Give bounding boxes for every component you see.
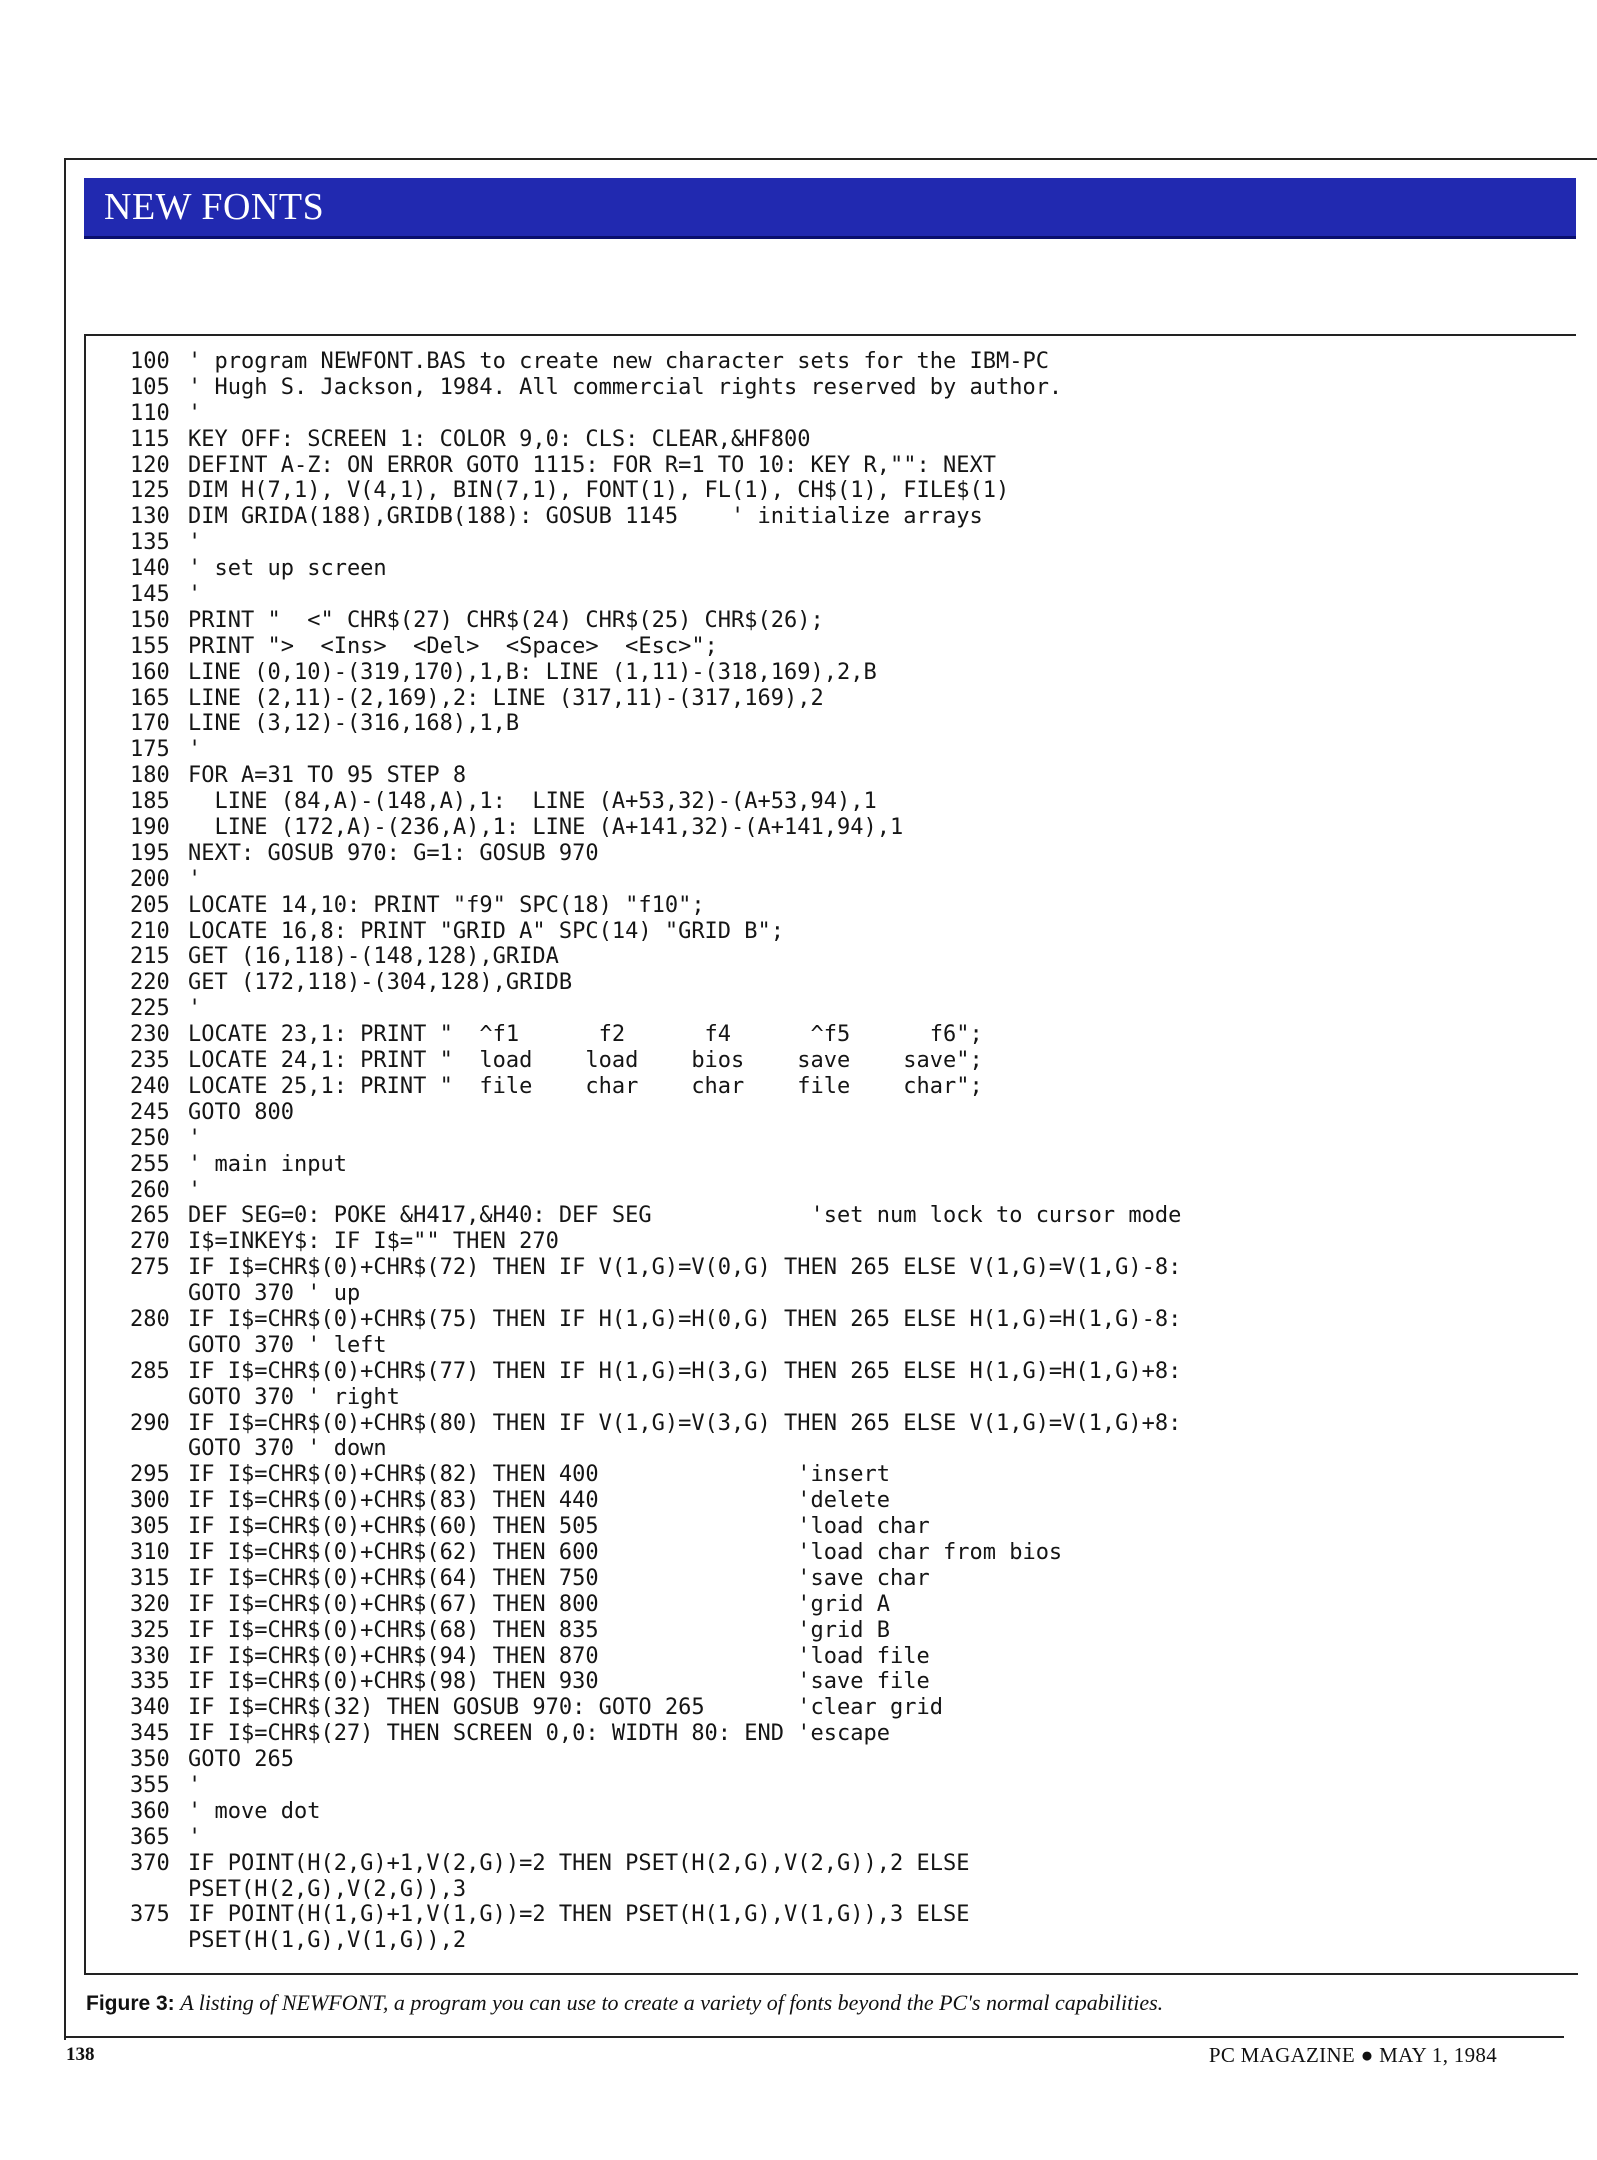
line-code: LINE (2,11)-(2,169),2: LINE (317,11)-(317,169),2 [188, 685, 824, 711]
section-title: NEW FONTS [104, 186, 325, 228]
code-line [130, 1229, 1570, 1255]
code-line [130, 867, 1570, 893]
line-number: 370 [130, 1850, 170, 1876]
page-number: 138 [66, 2044, 95, 2065]
line-number [130, 1436, 188, 1462]
code-line [130, 478, 1570, 504]
code-line [130, 944, 1570, 970]
code-line [130, 401, 1570, 427]
line-number: 185 [130, 789, 170, 815]
code-line [130, 1281, 1570, 1307]
line-number: 130 [130, 504, 170, 530]
code-line [130, 1566, 1570, 1592]
line-code: KEY OFF: SCREEN 1: COLOR 9,0: CLS: CLEAR,&HF800 [188, 426, 811, 452]
line-number: 160 [130, 659, 170, 685]
code-listing [130, 349, 1570, 1954]
code-line [130, 1721, 1570, 1747]
line-number [130, 1385, 188, 1411]
line-code: IF I$=CHR$(0)+CHR$(68) THEN 835 'grid B [188, 1617, 890, 1643]
line-number: 295 [130, 1462, 170, 1488]
code-line [130, 1255, 1570, 1281]
line-code: LOCATE 25,1: PRINT " file char char file char"; [188, 1073, 983, 1099]
line-code: I$=INKEY$: IF I$="" THEN 270 [188, 1229, 559, 1255]
line-number: 330 [130, 1643, 170, 1669]
line-code: IF I$=CHR$(0)+CHR$(75) THEN IF H(1,G)=H(0,G) THEN 265 ELSE H(1,G)=H(1,G)-8: [188, 1306, 1182, 1332]
line-number: 365 [130, 1824, 170, 1850]
code-line [130, 1307, 1570, 1333]
code-line [130, 556, 1570, 582]
line-code: DEF SEG=0: POKE &H417,&H40: DEF SEG 'set num lock to cursor mode [188, 1203, 1182, 1229]
line-number [130, 1877, 188, 1903]
line-number: 340 [130, 1695, 170, 1721]
line-code: ' [188, 582, 202, 608]
line-number: 205 [130, 892, 170, 918]
line-number: 310 [130, 1539, 170, 1565]
line-number: 190 [130, 815, 170, 841]
figure-caption [86, 1990, 1566, 2017]
code-line [130, 815, 1570, 841]
line-number: 215 [130, 944, 170, 970]
line-number: 225 [130, 996, 170, 1022]
line-number: 150 [130, 607, 170, 633]
line-number: 235 [130, 1048, 170, 1074]
code-line [130, 1825, 1570, 1851]
line-code: FOR A=31 TO 95 STEP 8 [188, 763, 467, 789]
line-code: IF I$=CHR$(0)+CHR$(67) THEN 800 'grid A [188, 1591, 890, 1617]
line-number: 155 [130, 633, 170, 659]
line-code: GOTO 370 ' right [188, 1384, 400, 1410]
line-code: GOTO 370 ' left [188, 1332, 387, 1358]
code-line [130, 1695, 1570, 1721]
code-line [130, 893, 1570, 919]
code-line [130, 1592, 1570, 1618]
code-line [130, 530, 1570, 556]
line-number: 355 [130, 1772, 170, 1798]
line-code: IF I$=CHR$(0)+CHR$(94) THEN 870 'load file [188, 1643, 930, 1669]
code-line [130, 1618, 1570, 1644]
line-code: GOTO 265 [188, 1747, 294, 1773]
line-code: PSET(H(2,G),V(2,G)),3 [188, 1876, 467, 1902]
code-line [130, 1514, 1570, 1540]
line-number: 200 [130, 866, 170, 892]
code-line [130, 737, 1570, 763]
line-number: 135 [130, 530, 170, 556]
code-line [130, 1203, 1570, 1229]
line-number: 275 [130, 1255, 170, 1281]
line-number: 375 [130, 1902, 170, 1928]
code-line [130, 1178, 1570, 1204]
line-number: 140 [130, 556, 170, 582]
code-line [130, 582, 1570, 608]
line-number: 320 [130, 1591, 170, 1617]
line-code: ' [188, 866, 202, 892]
line-number: 350 [130, 1747, 170, 1773]
code-line [130, 504, 1570, 530]
line-code: ' [188, 530, 202, 556]
line-code: IF I$=CHR$(0)+CHR$(98) THEN 930 'save file [188, 1669, 930, 1695]
code-line [130, 1152, 1570, 1178]
line-number: 115 [130, 426, 170, 452]
code-line [130, 1902, 1570, 1928]
line-number: 335 [130, 1669, 170, 1695]
line-number: 195 [130, 840, 170, 866]
line-code: ' set up screen [188, 556, 387, 582]
code-line [130, 1359, 1570, 1385]
line-number: 165 [130, 685, 170, 711]
caption-label: Figure 3: [86, 1992, 175, 2015]
code-line [130, 1411, 1570, 1437]
line-number: 105 [130, 374, 170, 400]
code-line [130, 1669, 1570, 1695]
line-code: LINE (172,A)-(236,A),1: LINE (A+141,32)-(A+141,94),1 [188, 815, 904, 841]
code-line [130, 1877, 1570, 1903]
line-number: 100 [130, 349, 170, 374]
caption-text: A listing of NEWFONT, a program you can use to create a variety of fonts beyond the PC's normal capabilities. [180, 1990, 1164, 2015]
line-code: IF I$=CHR$(0)+CHR$(77) THEN IF H(1,G)=H(3,G) THEN 265 ELSE H(1,G)=H(1,G)+8: [188, 1358, 1182, 1384]
line-number: 220 [130, 970, 170, 996]
code-line [130, 1747, 1570, 1773]
code-line [130, 1333, 1570, 1359]
line-number: 240 [130, 1073, 170, 1099]
line-code: ' [188, 1177, 202, 1203]
line-code: ' program NEWFONT.BAS to create new character sets for the IBM-PC [188, 349, 1049, 374]
line-code: ' [188, 1125, 202, 1151]
line-code: GET (16,118)-(148,128),GRIDA [188, 944, 559, 970]
code-line [130, 1436, 1570, 1462]
line-number [130, 1281, 188, 1307]
code-line [130, 1540, 1570, 1566]
line-code: PSET(H(1,G),V(1,G)),2 [188, 1928, 467, 1954]
line-code: IF I$=CHR$(0)+CHR$(72) THEN IF V(1,G)=V(0,G) THEN 265 ELSE V(1,G)=V(1,G)-8: [188, 1255, 1182, 1281]
code-line [130, 1928, 1570, 1954]
line-number: 245 [130, 1099, 170, 1125]
code-line [130, 1488, 1570, 1514]
line-number [130, 1928, 188, 1954]
line-number: 305 [130, 1514, 170, 1540]
line-code: ' [188, 1824, 202, 1850]
line-number: 255 [130, 1151, 170, 1177]
line-number: 280 [130, 1306, 170, 1332]
line-number [130, 1333, 188, 1359]
line-code: GOTO 370 ' down [188, 1436, 387, 1462]
line-code: ' [188, 1772, 202, 1798]
line-code: DEFINT A-Z: ON ERROR GOTO 1115: FOR R=1 TO 10: KEY R,"": NEXT [188, 452, 996, 478]
code-line [130, 919, 1570, 945]
code-line [130, 711, 1570, 737]
line-number: 325 [130, 1617, 170, 1643]
line-code: LINE (84,A)-(148,A),1: LINE (A+53,32)-(A+53,94),1 [188, 789, 877, 815]
line-code: ' [188, 737, 202, 763]
code-line [130, 1126, 1570, 1152]
code-line [130, 634, 1570, 660]
line-code: NEXT: GOSUB 970: G=1: GOSUB 970 [188, 840, 599, 866]
code-line [130, 789, 1570, 815]
line-number: 145 [130, 582, 170, 608]
line-code: LINE (3,12)-(316,168),1,B [188, 711, 520, 737]
code-line [130, 1022, 1570, 1048]
code-line [130, 1799, 1570, 1825]
line-number: 180 [130, 763, 170, 789]
line-code: ' [188, 400, 202, 426]
code-line [130, 1644, 1570, 1670]
code-line [130, 453, 1570, 479]
line-code: IF I$=CHR$(0)+CHR$(62) THEN 600 'load char from bios [188, 1539, 1063, 1565]
line-code: DIM GRIDA(188),GRIDB(188): GOSUB 1145 ' initialize arrays [188, 504, 983, 530]
line-number: 360 [130, 1798, 170, 1824]
line-number: 110 [130, 400, 170, 426]
code-line [130, 660, 1570, 686]
line-code: IF I$=CHR$(0)+CHR$(82) THEN 400 'insert [188, 1462, 890, 1488]
code-line [130, 1385, 1570, 1411]
line-code: ' Hugh S. Jackson, 1984. All commercial rights reserved by author. [188, 374, 1063, 400]
line-code: ' main input [188, 1151, 347, 1177]
line-code: LINE (0,10)-(319,170),1,B: LINE (1,11)-(318,169),2,B [188, 659, 877, 685]
line-code: GET (172,118)-(304,128),GRIDB [188, 970, 573, 996]
line-code: IF I$=CHR$(32) THEN GOSUB 970: GOTO 265 'clear grid [188, 1695, 943, 1721]
line-number: 125 [130, 478, 170, 504]
line-number: 300 [130, 1488, 170, 1514]
code-line [130, 1773, 1570, 1799]
line-number: 120 [130, 452, 170, 478]
line-number: 270 [130, 1229, 170, 1255]
line-code: DIM H(7,1), V(4,1), BIN(7,1), FONT(1), FL(1), CH$(1), FILE$(1) [188, 478, 1010, 504]
code-line [130, 1048, 1570, 1074]
line-code: LOCATE 23,1: PRINT " ^f1 f2 f4 ^f5 f6"; [188, 1022, 983, 1048]
line-number: 260 [130, 1177, 170, 1203]
code-line [130, 1462, 1570, 1488]
line-code: IF POINT(H(1,G)+1,V(1,G))=2 THEN PSET(H(1,G),V(1,G)),3 ELSE [188, 1902, 970, 1928]
line-number: 315 [130, 1565, 170, 1591]
line-code: PRINT "> <Ins> <Del> <Space> <Esc>"; [188, 633, 718, 659]
code-line [130, 375, 1570, 401]
line-number: 250 [130, 1125, 170, 1151]
line-number: 175 [130, 737, 170, 763]
line-code: ' move dot [188, 1798, 321, 1824]
line-code: IF I$=CHR$(0)+CHR$(83) THEN 440 'delete [188, 1488, 890, 1514]
code-line [130, 427, 1570, 453]
line-number: 210 [130, 918, 170, 944]
line-code: GOTO 800 [188, 1099, 294, 1125]
code-line [130, 1851, 1570, 1877]
code-line [130, 686, 1570, 712]
line-code: IF I$=CHR$(27) THEN SCREEN 0,0: WIDTH 80: END 'escape [188, 1721, 890, 1747]
line-code: LOCATE 14,10: PRINT "f9" SPC(18) "f10"; [188, 892, 705, 918]
line-code: LOCATE 16,8: PRINT "GRID A" SPC(14) "GRID B"; [188, 918, 785, 944]
line-code: ' [188, 996, 202, 1022]
publication-line: PC MAGAZINE ● MAY 1, 1984 [1208, 2043, 1497, 2067]
code-line [130, 349, 1570, 375]
line-code: IF I$=CHR$(0)+CHR$(80) THEN IF V(1,G)=V(3,G) THEN 265 ELSE V(1,G)=V(1,G)+8: [188, 1410, 1182, 1436]
code-line [130, 1074, 1570, 1100]
line-code: IF POINT(H(2,G)+1,V(2,G))=2 THEN PSET(H(2,G),V(2,G)),2 ELSE [188, 1850, 970, 1876]
line-code: IF I$=CHR$(0)+CHR$(64) THEN 750 'save char [188, 1565, 930, 1591]
line-number: 265 [130, 1203, 170, 1229]
line-number: 345 [130, 1721, 170, 1747]
code-line [130, 970, 1570, 996]
code-line [130, 608, 1570, 634]
line-number: 230 [130, 1022, 170, 1048]
line-code: GOTO 370 ' up [188, 1281, 361, 1307]
code-line [130, 996, 1570, 1022]
code-line [130, 841, 1570, 867]
line-number: 170 [130, 711, 170, 737]
line-number: 290 [130, 1410, 170, 1436]
code-line [130, 763, 1570, 789]
footer-rule [64, 2036, 1564, 2038]
section-banner [84, 178, 1576, 239]
line-code: LOCATE 24,1: PRINT " load load bios save save"; [188, 1048, 983, 1074]
line-code: PRINT " <" CHR$(27) CHR$(24) CHR$(25) CHR$(26); [188, 607, 824, 633]
code-line [130, 1100, 1570, 1126]
line-number: 285 [130, 1358, 170, 1384]
line-code: IF I$=CHR$(0)+CHR$(60) THEN 505 'load char [188, 1514, 930, 1540]
